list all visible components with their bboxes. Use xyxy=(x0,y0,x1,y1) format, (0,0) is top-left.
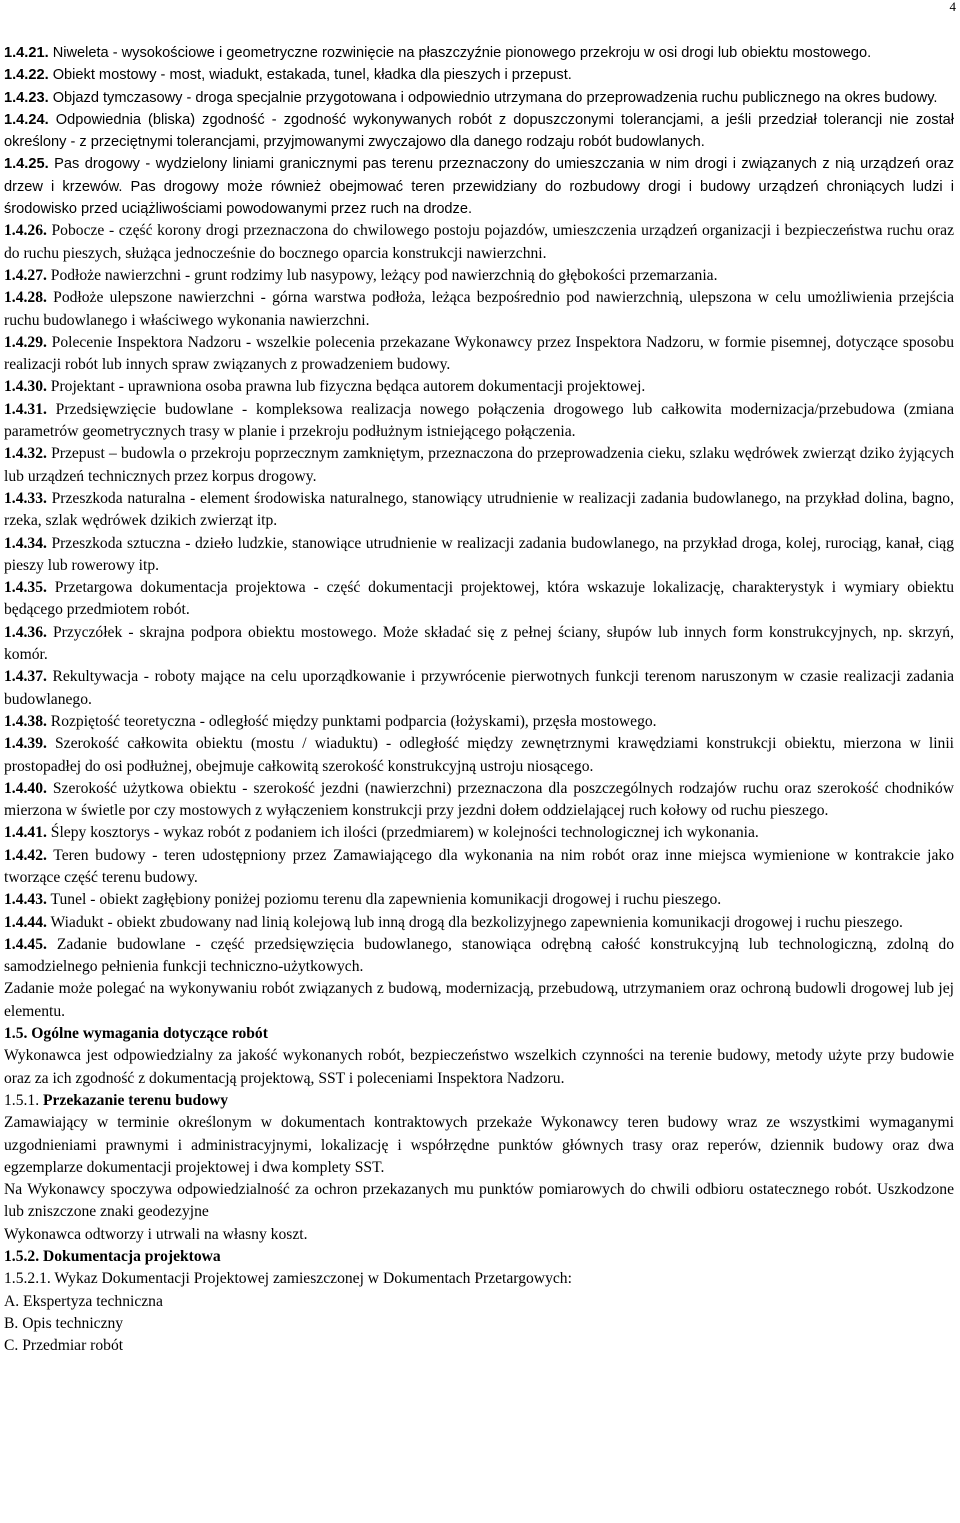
definition-number: 1.4.25. xyxy=(4,156,49,173)
definition-number: 1.4.29. xyxy=(4,333,47,351)
definition-number: 1.4.22. xyxy=(4,67,49,84)
section-intro: Wykonawca jest odpowiedzialny za jakość wykonanych robót, bezpieczeństwo wszelkich czynności na terenie budowy, metody użyte przy budowie oraz za ich zgodność z dokumentacją projektową, SST i poleceniami Inspektora Nadzoru. xyxy=(4,1047,954,1087)
definition-text: Ślepy kosztorys - wykaz robót z podaniem ich ilości (przedmiarem) w kolejności technologicznej ich wykonania. xyxy=(46,824,759,842)
list-item: C. Przedmiar robót xyxy=(4,1337,124,1355)
definition-number: 1.4.37. xyxy=(4,668,47,686)
definition-text: Projektant - uprawniona osoba prawna lub fizyczna będąca autorem dokumentacji projektowej. xyxy=(46,378,646,396)
definition-text: Pas drogowy - wydzielony liniami granicznymi pas terenu przeznaczony do umieszczania w nim drogi i związanych z nią urządzeń oraz drzew i krzewów. Pas drogowy może również obejmować teren przewidziany do rozbudowy drogi i budowy urządzeń chroniących ludzi i środowisko przed uciążliwościami powodowanymi przez ruch na drodze. xyxy=(4,156,954,218)
definition-number: 1.4.40. xyxy=(4,779,47,797)
definition-number: 1.4.36. xyxy=(4,623,47,641)
definition-text: Objazd tymczasowy - droga specjalnie przygotowana i odpowiednio utrzymana do przeprowadzenia ruchu publicznego na okres budowy. xyxy=(48,89,938,106)
definition-number: 1.4.23. xyxy=(4,89,49,106)
definition-text: Przetargowa dokumentacja projektowa - część dokumentacji projektowej, która wskazuje lokalizację, charakterystyk i wymiary obiektu będącego przedmiotem robót. xyxy=(4,579,954,619)
definition-item xyxy=(4,889,954,911)
definition-number: 1.4.42. xyxy=(4,846,47,864)
definition-item xyxy=(4,64,954,86)
section-heading-1-5: 1.5. Ogólne wymagania dotyczące robót xyxy=(4,1025,268,1043)
definition-number: 1.4.27. xyxy=(4,266,47,284)
definition-number: 1.4.41. xyxy=(4,824,47,842)
definition-item xyxy=(4,778,954,823)
definition-text: Odpowiednia (bliska) zgodność - zgodność wykonywanych robót z dopuszczonymi tolerancjami, a jeśli przedział tolerancji nie został określony - z przeciętnymi tolerancjami, przyjmowanymi zwyczajowo dla danego rodzaju robót budowlanych. xyxy=(4,111,954,151)
page-number: 4 xyxy=(949,0,956,14)
page-content xyxy=(4,42,954,1358)
definition-item xyxy=(4,399,954,444)
definition-item xyxy=(4,845,954,890)
definition-number: 1.4.33. xyxy=(4,489,47,507)
definition-item xyxy=(4,666,954,711)
definition-text: Podłoże ulepszone nawierzchni - górna warstwa podłoża, leżąca bezpośrednio pod nawierzchnią, ulepszona w celu umożliwienia przejścia ruchu budowlanego i właściwego wykonania nawierzchni. xyxy=(4,289,954,329)
definition-item xyxy=(4,287,954,332)
definition-item xyxy=(4,332,954,377)
definition-number: 1.4.28. xyxy=(4,289,47,307)
definition-number: 1.4.34. xyxy=(4,534,47,552)
definition-number: 1.4.45. xyxy=(4,935,47,953)
definition-item xyxy=(4,220,954,265)
definition-text: Teren budowy - teren udostępniony przez Zamawiającego dla wykonania na nim robót oraz inne miejsca wymienione w kontrakcie jako tworzące część terenu budowy. xyxy=(4,846,954,886)
definition-number: 1.4.43. xyxy=(4,891,47,909)
zadanie-note: Zadanie może polegać na wykonywaniu robót związanych z budową, modernizacją, przebudową, utrzymaniem oraz ochroną budowli drogowej lub jej elementu. xyxy=(4,980,954,1020)
definition-item xyxy=(4,912,954,934)
definition-text: Przepust – budowla o przekroju poprzecznym zamkniętym, przeznaczona do przeprowadzenia cieku, szlaku wędrówek zwierząt dziko żyjących lub urządzeń technicznych przez korpus drogowy. xyxy=(4,445,954,485)
definition-text: Rozpiętość teoretyczna - odległość między punktami podparcia (łożyskami), przęsła mostowego. xyxy=(46,712,657,730)
list-item: A. Ekspertyza techniczna xyxy=(4,1292,163,1310)
definition-text: Niweleta - wysokościowe i geometryczne rozwinięcie na płaszczyźnie pionowego przekroju w osi drogi lub obiektu mostowego. xyxy=(48,45,872,61)
definition-item xyxy=(4,577,954,622)
definition-item xyxy=(4,488,954,533)
subsection-title: Przekazanie terenu budowy xyxy=(42,1091,229,1109)
definitions-list xyxy=(4,42,954,978)
definition-text: Przeszkoda sztuczna - dzieło ludzkie, stanowiące utrudnienie w realizacji zadania budowlanego, na przykład droga, kolej, rurociąg, kanał, ciąg pieszy lub rowerowy itp. xyxy=(4,534,954,574)
definition-item xyxy=(4,822,954,844)
subsection-heading-1-5-2-1: 1.5.2.1. Wykaz Dokumentacji Projektowej zamieszczonej w Dokumentach Przetargowych: xyxy=(4,1270,572,1288)
definition-item xyxy=(4,109,954,154)
definition-text: Zadanie budowlane - część przedsięwzięcia budowlanego, stanowiąca odrębną całość konstrukcyjną lub technologiczną, zdolną do samodzielnego pełnienia funkcji techniczno-użytkowych. xyxy=(4,935,954,976)
definition-item xyxy=(4,622,954,667)
definition-number: 1.4.32. xyxy=(4,445,47,463)
definition-item xyxy=(4,265,954,287)
paragraph-restore: Wykonawca odtworzy i utrwali na własny koszt. xyxy=(4,1225,308,1243)
subsection-heading-1-5-1 xyxy=(4,1090,954,1112)
definition-item xyxy=(4,934,954,979)
definition-number: 1.4.31. xyxy=(4,400,47,418)
definition-text: Szerokość całkowita obiektu (mostu / wiaduktu) - odległość między zewnętrznymi krawędziami konstrukcji obiektu, mierzona w linii prostopadłej do osi podłużnej, obejmuje całkowitą szerokość konstrukcyjną ustroju niosącego. xyxy=(4,735,954,775)
definition-item xyxy=(4,153,954,220)
definition-text: Obiekt mostowy - most, wiadukt, estakada, tunel, kładka dla pieszych i przepust. xyxy=(48,67,572,84)
definition-text: Tunel - obiekt zagłębiony poniżej poziomu terenu dla zapewnienia komunikacji drogowej i ruchu pieszego. xyxy=(46,891,722,909)
definition-item xyxy=(4,733,954,778)
definition-item xyxy=(4,376,954,398)
subsection-number: 1.5.1. xyxy=(4,1091,43,1109)
definition-item xyxy=(4,711,954,733)
definition-number: 1.4.26. xyxy=(4,222,47,240)
paragraph-handover: Zamawiający w terminie określonym w dokumentach kontraktowych przekaże Wykonawcy teren budowy wraz ze wszystkimi wymaganymi uzgodnieniami prawnymi i administracyjnymi, lokalizację i współrzędne punktów głównych trasy oraz reperów, dziennik budowy oraz dwa egzemplarze dokumentacji projektowej i dwa komplety SST. xyxy=(4,1114,954,1176)
list-item: B. Opis techniczny xyxy=(4,1314,124,1332)
definition-item xyxy=(4,533,954,578)
definition-text: Pobocze - część korony drogi przeznaczona do chwilowego postoju pojazdów, umieszczenia urządzeń organizacji i bezpieczeństwa ruchu oraz do ruchu pieszych, służąca jednocześnie do bocznego oparcia konstrukcji nawierzchni. xyxy=(4,222,954,262)
definition-item xyxy=(4,443,954,488)
definition-number: 1.4.30. xyxy=(4,378,47,396)
definition-text: Podłoże nawierzchni - grunt rodzimy lub nasypowy, leżący pod nawierzchnią do głębokości przemarzania. xyxy=(46,266,718,284)
definition-text: Przyczółek - skrajna podpora obiektu mostowego. Może składać się z pełnej ściany, słupów lub innych form konstrukcyjnych, np. skrzyń, komór. xyxy=(4,623,954,664)
paragraph-responsibility: Na Wykonawcy spoczywa odpowiedzialność za ochron przekazanych mu punktów pomiarowych do chwili odbioru ostatecznego robót. Uszkodzone lub zniszczone znaki geodezyjne xyxy=(4,1181,954,1221)
definition-text: Przeszkoda naturalna - element środowiska naturalnego, stanowiący utrudnienie w realizacji zadania budowlanego, na przykład dolina, bagno, rzeka, szlak wędrówek dzikich zwierząt itp. xyxy=(4,489,954,530)
definition-number: 1.4.44. xyxy=(4,913,47,931)
definition-text: Polecenie Inspektora Nadzoru - wszelkie polecenia przekazane Wykonawcy przez Inspektora Nadzoru, w formie pisemnej, dotyczące sposobu realizacji robót lub innych spraw związanych z prowadzeniem budowy. xyxy=(4,333,954,374)
definition-number: 1.4.38. xyxy=(4,712,47,730)
definition-number: 1.4.35. xyxy=(4,579,47,597)
definition-number: 1.4.39. xyxy=(4,735,47,753)
definition-item xyxy=(4,42,954,64)
subsection-heading-1-5-2: 1.5.2. Dokumentacja projektowa xyxy=(4,1248,221,1266)
definition-number: 1.4.21. xyxy=(4,45,49,61)
definition-item xyxy=(4,87,954,109)
definition-text: Rekultywacja - roboty mające na celu uporządkowanie i przywrócenie pierwotnych funkcji terenom naruszonym w czasie realizacji zadania budowlanego. xyxy=(4,668,954,708)
definition-text: Przedsięwzięcie budowlane - kompleksowa realizacja nowego połączenia drogowego lub całkowita modernizacja/przebudowa (zmiana parametrów geometrycznych trasy w planie i przekroju podłużnym istniejącego połączenia. xyxy=(4,400,954,441)
definition-text: Wiadukt - obiekt zbudowany nad linią kolejową lub inną drogą dla bezkolizyjnego zapewnienia komunikacji drogowej i ruchu pieszego. xyxy=(46,913,903,931)
definition-text: Szerokość użytkowa obiektu - szerokość jezdni (nawierzchni) przeznaczona dla poszczególnych rodzajów ruchu oraz szerokość chodników mierzona w świetle por czy mostowych z wyłączeniem konstrukcji przy jezdni dołem oddzielającej ruch kołowy od ruchu pieszego. xyxy=(4,779,954,820)
definition-number: 1.4.24. xyxy=(4,111,49,128)
